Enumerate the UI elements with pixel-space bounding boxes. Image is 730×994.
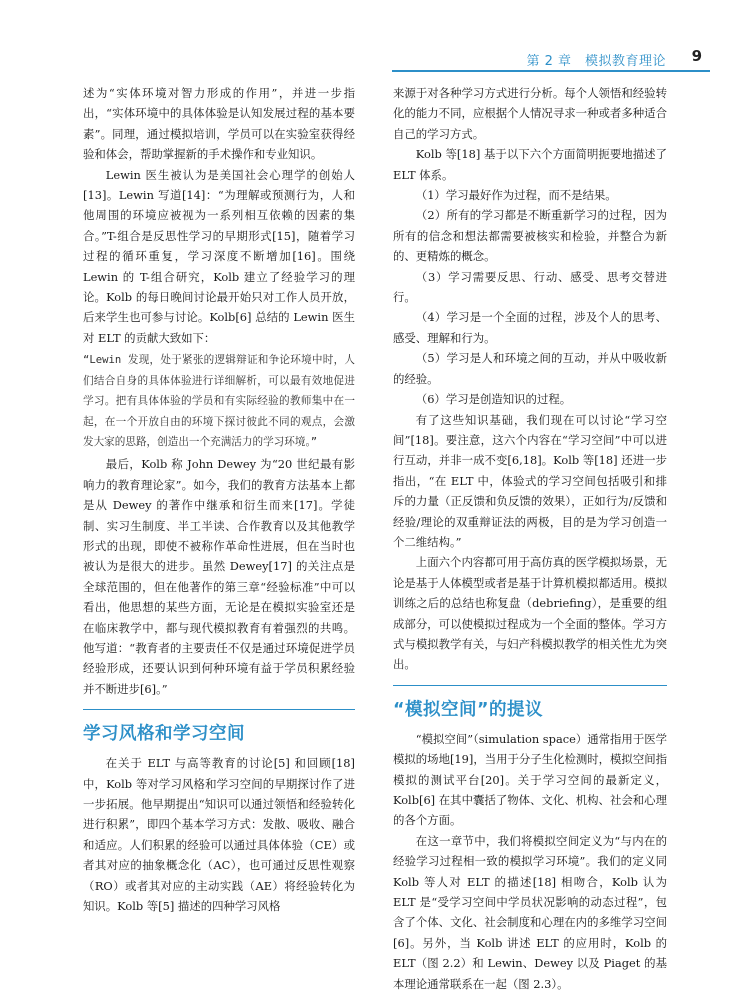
paragraph: “模拟空间”（simulation space）通常指用于医学模拟的场地[19]，当用于分子生化检测时，模拟空间指模拟的测试平台[20]。关于学习空间的最新定义，Kolb[6] 在其中囊括了物体、文化、机构、社会和心理的各个方面。 — [393, 731, 667, 828]
paragraph: 在这一章节中，我们将模拟空间定义为“与内在的经验学习过程相一致的模拟学习环境”。我们的定义同 Kolb 等人对 ELT 的描述[18] 相吻合，Kolb 认为 ELT 是“受学习空间中学员状况影响的动态过程”，包含了个体、文化、社会制度和心理在内的多维学习空间[6]。另外，当 Kolb 讲述 ELT 的应用时，Kolb 的 ELT（图 2.2）和 Lewin、Dewey 以及 Piaget 的基本理论通常联系在一起（图 2.3）。 — [393, 833, 667, 991]
paragraph: 上面六个内容都可用于高仿真的医学模拟场景，无论是基于人体模型或者是基于计算机模拟都适用。模拟训练之后的总结也称复盘（debriefing），是重要的组成部分，可以使模拟过程成为一个全面的整体。学习方式与模拟教学有关，与妇产科模拟教学的相关性尤为突出。 — [393, 555, 667, 672]
paragraph: 在关于 ELT 与高等教育的讨论[5] 和回顾[18] 中，Kolb 等对学习风格和学习空间的早期探讨作了进一步拓展。他早期提出“知识可以通过领悟和经验转化进行积累”，即四个基本学习方式：发散、吸收、融合和适应。人们积累的经验可以通过具体体验（CE）或者其对应的抽象概念化（AC），也可通过反思性观察（RO）或者其对应的主动实践（AE）将经验转化为知识。Kolb 等[5] 描述的四种学习风格 — [83, 756, 355, 914]
section-heading-learning-styles — [83, 709, 355, 745]
section-heading-simulation-space — [393, 685, 667, 721]
paragraph: 最后，Kolb 称 John Dewey 为“20 世纪最有影响力的教育理论家”。如今，我们的教育方法基本上都是从 Dewey 的著作中继承和衍生而来[17]。学徒制、实习生制度、半工半读、合作教育以及其他教学形式的出现，即使不被称作革命性进展，但在当时也被认为是很大的进步。虽然 Dewey[17] 的关注点是全球范围的，但在他著作的第三章“经验标准”中可以看出，他思想的某些方面，无论是在模拟实验室还是在临床教学中，都与现代模拟教育有着强烈的共鸣。他写道：“教育者的主要责任不仅是通过环境促进学员经验形成，还要认识到何种环境有益于学员积累经验并不断进步[6]。” — [83, 457, 355, 696]
left-column — [83, 83, 355, 916]
header-rule — [392, 70, 710, 72]
page-number: 9 — [691, 47, 702, 65]
paragraph: 有了这些知识基础，我们现在可以讨论“学习空间”[18]。要注意，这六个内容在“学习空间”中可以进行互动，并非一成不变[6,18]。Kolb 等[18] 还进一步指出，“在 ELT 中，体验式的学习空间包括吸引和排斥的力量（正反馈和负反馈的效果），正如行为/反馈和经验/理论的双重辩证法的两极，目的是为学习创造一个二维结构。” — [393, 412, 667, 549]
list-item: （3）学习需要反思、行动、感受、思考交替进行。 — [393, 269, 667, 305]
section-title: “模拟空间”的提议 — [393, 699, 544, 720]
list-item: （2）所有的学习都是不断重新学习的过程，因为所有的信念和想法都需要被核实和检验，并整合为新的、更精炼的概念。 — [393, 208, 667, 264]
block-quote: “Lewin 发现，处于紧张的逻辑辩证和争论环境中时，人们结合自身的具体体验进行详细解析，可以最有效地促进学习。把有具体体验的学员和有实际经验的教师集中在一起，在一个开放自由的环境下探讨彼此不同的观点，会激发大家的思路，创造出一个充满活力的学习环境。” — [83, 354, 355, 448]
page-header — [0, 0, 730, 70]
paragraph: 述为“实体环境对智力形成的作用”，并进一步指出，“实体环境中的具体体验是认知发展过程的基本要素”。同理，通过模拟培训，学员可以在实验室获得经验和体会，帮助掌握新的手术操作和专业知识。 — [83, 86, 355, 162]
paragraph: Kolb 等[18] 基于以下六个方面简明扼要地描述了 ELT 体系。 — [393, 147, 667, 182]
section-title: 学习风格和学习空间 — [83, 724, 245, 745]
list-item: （1）学习最好作为过程，而不是结果。 — [415, 188, 617, 203]
list-item: （5）学习是人和环境之间的互动，并从中吸收新的经验。 — [393, 351, 667, 386]
list-item: （6）学习是创造知识的过程。 — [415, 392, 572, 407]
paragraph: 来源于对各种学习方式进行分析。每个人领悟和经验转化的能力不同，应根据个人情况寻求一种或者多种适合自己的学习方式。 — [393, 86, 667, 141]
paragraph: Lewin 医生被认为是美国社会心理学的创始人[13]。Lewin 写道[14]：“为理解或预测行为，人和他周围的环境应被视为一系列相互依赖的因素的集合。”T-组合是反思性学习的早期形式[15]，随着学习过程的循环重复，学习深度不断增加[16]。围绕 Lewin 的 T-组合研究，Kolb 建立了经验学习的理论。Kolb 的每日晚间讨论最开始只对工作人员开放，后来学生也可参与讨论。Kolb[6] 总结的 Lewin 医生对 ELT 的贡献大致如下： — [83, 167, 355, 345]
list-item: （4）学习是一个全面的过程，涉及个人的思考、感受、理解和行为。 — [393, 310, 667, 345]
right-column — [393, 83, 667, 994]
chapter-title: 第 2 章 模拟教育理论 — [526, 54, 666, 69]
